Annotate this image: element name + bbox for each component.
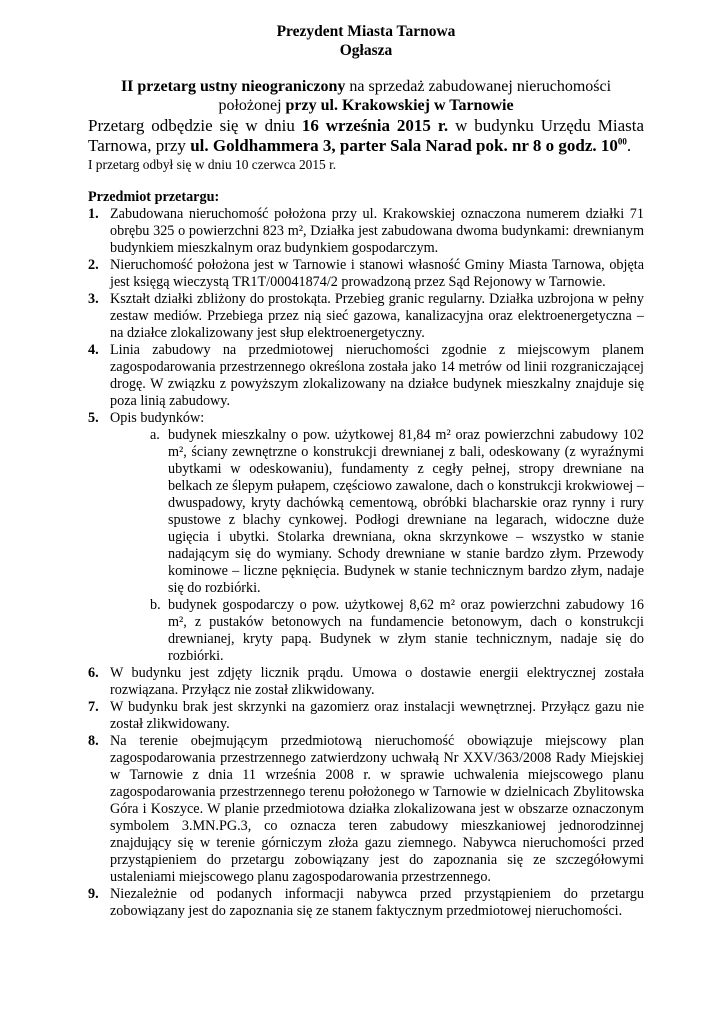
item-text: Nieruchomość położona jest w Tarnowie i stanowi własność Gminy Miasta Tarnowa, objęta jest księgą wieczystą TR1T/00041874/2 prowadzoną przez Sąd Rejonowy w Tarnowie.	[110, 257, 644, 290]
sub-list-item	[88, 427, 644, 597]
time-minutes: 00	[617, 136, 627, 147]
announces-heading: Ogłasza	[339, 42, 393, 59]
item-number: 9.	[88, 886, 99, 902]
tender-place-time: ul. Goldhammera 3, parter Sala Narad pok. nr 8 o godz. 10	[190, 136, 618, 155]
date-text-end: .	[626, 136, 632, 155]
list-item	[88, 699, 644, 733]
item-text: Kształt działki zbliżony do prostokąta. Przebieg granic regularny. Działka uzbrojona w pełny zestaw mediów. Przebiega przez nią sieć gazowa, kanalizacyjna oraz elektroenergetyczna – na działce zlokalizowany jest słup elektroenergetyczny.	[110, 291, 644, 341]
item-number: 2.	[88, 257, 99, 273]
list-item	[88, 886, 644, 920]
item-number: 8.	[88, 733, 99, 749]
tender-location: przy ul. Krakowskiej w Tarnowie	[285, 97, 514, 114]
document-page	[88, 22, 644, 920]
list-item	[88, 257, 644, 291]
tender-date: 16 września 2015 r.	[301, 116, 449, 135]
item-number: 1.	[88, 206, 99, 222]
item-number: 5.	[88, 410, 99, 426]
item-text: Niezależnie od podanych informacji nabywca przed przystąpieniem do przetargu zobowiązany jest do zapoznania się ze stanem faktycznym przedmiotowej nieruchomości.	[110, 886, 644, 919]
item-text: Opis budynków:	[110, 410, 205, 426]
item-text: W budynku jest zdjęty licznik prądu. Umowa o dostawie energii elektrycznej została rozwiązana. Przyłącz nie został zlikwidowany.	[110, 665, 644, 698]
date-text-1: Przetarg odbędzie się w dniu	[88, 116, 302, 135]
item-text: Na terenie obejmującym przedmiotową nieruchomość obowiązuje miejscowy plan zagospodarowania przestrzennego zatwierdzony uchwałą Nr XXV/363/2008 Rady Miejskiej w Tarnowie z dnia 11 września 2008 r. w sprawie uchwalenia miejscowego planu zagospodarowania przestrzennego terenu położonego w Tarnowie w dzielnicach Zbylitowska Góra i Koszyce. W planie przedmiotowa działka zlokalizowana jest w obszarze oznaczonym symbolem 3.MN.PG.3, co oznacza teren zabudowy mieszkaniowej jednorodzinnej znajdujący się w terenie górniczym złoża gazu ziemnego. Nabywca nieruchomości przed przystąpieniem do przetargu zobowiązany jest do zapoznania się ze szczegółowymi ustaleniami miejscowego planu zagospodarowania przestrzennego.	[110, 733, 644, 885]
sub-item-text: budynek mieszkalny o pow. użytkowej 81,84 m² oraz powierzchni zabudowy 102 m², ściany zewnętrzne o konstrukcji drewnianej z bali, odeskowany (z wyraźnymi ubytkami w odeskowaniu), fundamenty z cegły pełnej, stropy drewniane na belkach ze ślepym pułapem, częściowo zawalone, dach o konstrukcji krokwiowej – dwuspadowy, kryty dachówką cementową, obróbki blacharskie oraz rynny i rury spustowe z blachy cynkowej. Podłogi drewniane na legarach, widoczne duże ugięcia i ubytki. Stolarka drewniana, okna skrzynkowe – wszystko w stanie nadającym się do wymiany. Schody drewniane w stanie bardzo złym. Przewody kominowe – liczne pęknięcia. Budynek w stanie technicznym bardzo złym, nadaje się do rozbiórki.	[168, 427, 644, 596]
list-item	[88, 342, 644, 410]
sub-item-text: budynek gospodarczy o pow. użytkowej 8,62 m² oraz powierzchni zabudowy 16 m², z pustaków betonowych na fundamencie betonowym, dach o konstrukcji drewnianej, kryty papą. Budynek w złym stanie technicznym, nadaje się do rozbiórki.	[168, 597, 644, 664]
item-text: Zabudowana nieruchomość położona przy ul. Krakowskiej oznaczona numerem działki 71 obrębu 325 o powierzchni 823 m², Działka jest zabudowana dwoma budynkami: drewnianym budynkiem mieszkalnym oraz budynkiem gospodarczym.	[110, 206, 644, 256]
tender-date-paragraph	[88, 116, 644, 156]
list-item	[88, 291, 644, 342]
item-number: 3.	[88, 291, 99, 307]
list-item	[88, 410, 644, 427]
sub-list-item	[88, 597, 644, 665]
tender-subject: na sprzedaż zabudowanej nieruchomości	[345, 78, 612, 95]
item-number: 4.	[88, 342, 99, 358]
item-number: 6.	[88, 665, 99, 681]
list-item	[88, 206, 644, 257]
tender-type: II przetarg ustny nieograniczony	[120, 78, 346, 95]
first-tender-note: I przetarg odbył się w dniu 10 czerwca 2015 r.	[88, 157, 337, 172]
items-list	[88, 206, 644, 920]
tender-title	[88, 77, 644, 115]
list-item	[88, 733, 644, 886]
list-item	[88, 665, 644, 699]
section-title: Przedmiot przetargu:	[88, 189, 220, 205]
item-number: 7.	[88, 699, 99, 715]
date-text-2: w budynku Urzędu Miasta Tarnowa, przy	[88, 116, 644, 155]
item-text: Linia zabudowy na przedmiotowej nieruchomości zgodnie z miejscowym planem zagospodarowania przestrzennego określona została jako 14 metrów od linii rozgraniczającej drogę. W związku z powyższym zlokalizowany na działce budynek mieszkalny znajduje się poza linią zabudowy.	[110, 342, 644, 409]
tender-location-prefix: położonej	[218, 97, 286, 114]
item-text: W budynku brak jest skrzynki na gazomierz oraz instalacji wewnętrznej. Przyłącz gazu nie został zlikwidowany.	[110, 699, 644, 732]
sub-item-label: a.	[150, 427, 160, 443]
sub-item-label: b.	[150, 597, 161, 613]
issuer-title: Prezydent Miasta Tarnowa	[276, 23, 456, 40]
